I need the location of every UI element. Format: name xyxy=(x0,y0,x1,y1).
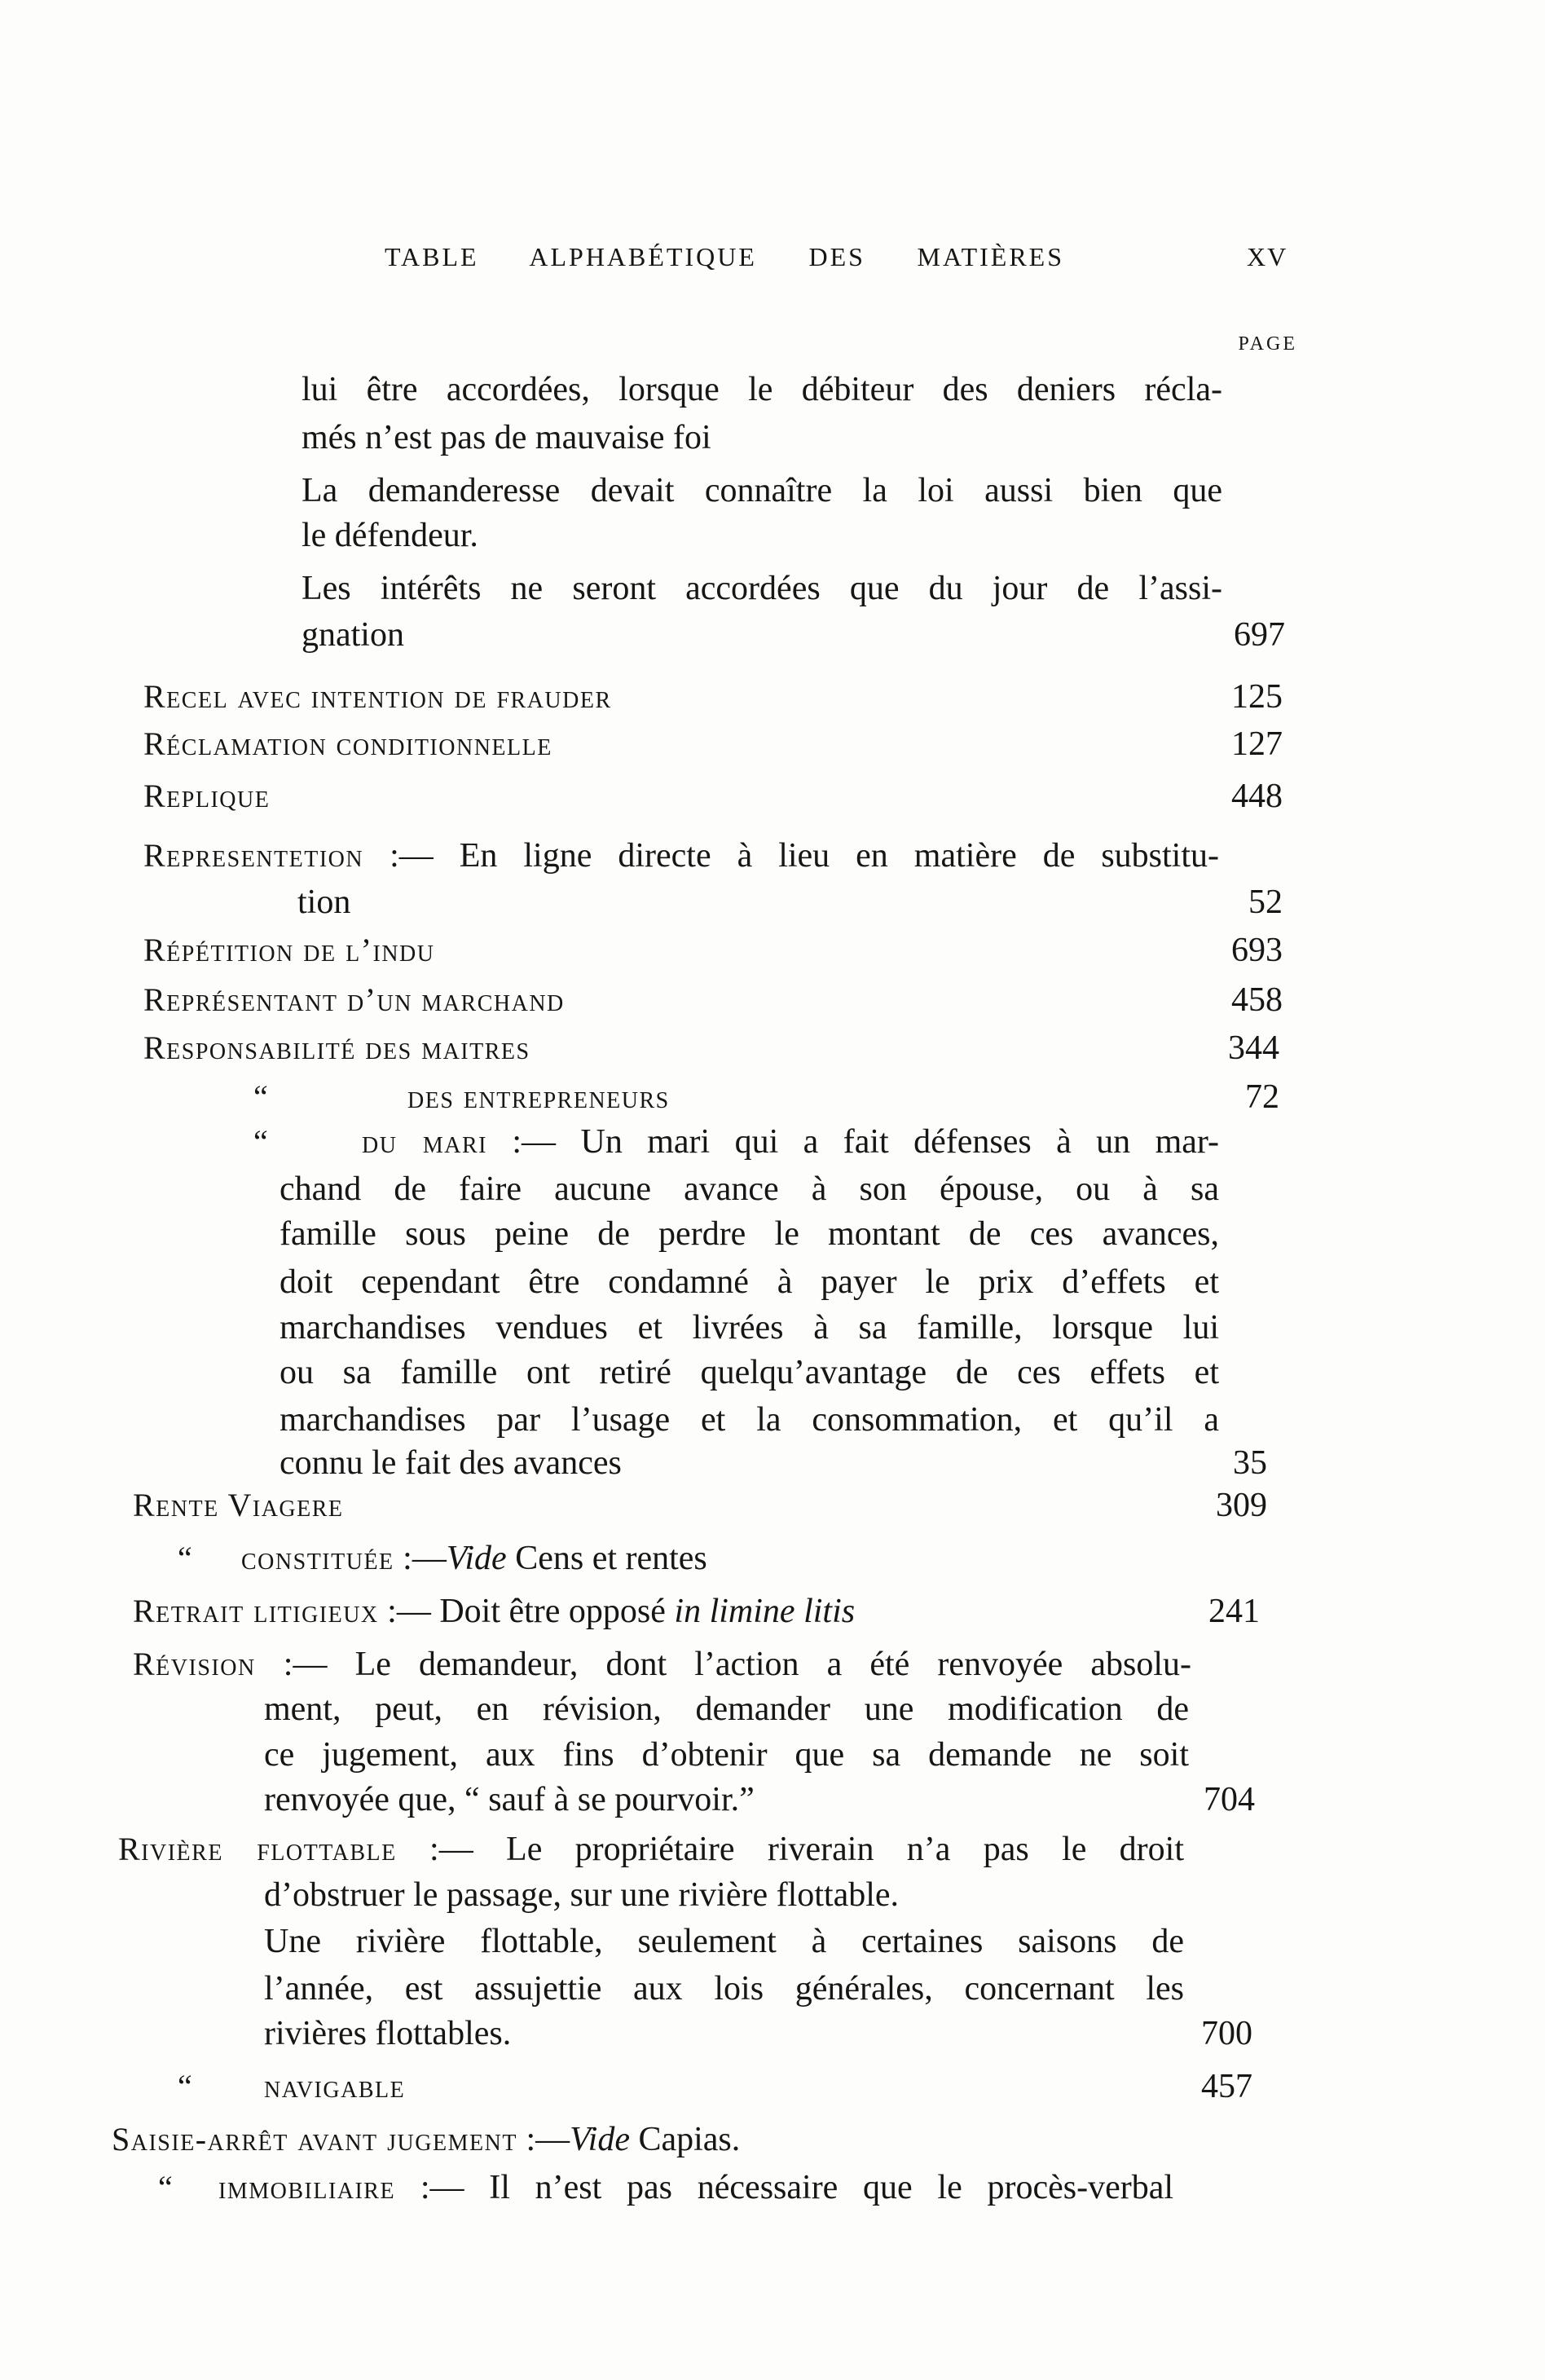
entry-separator: :— xyxy=(403,1540,447,1577)
index-entry xyxy=(133,1644,1191,1685)
entry-line: rivières flottables. xyxy=(264,2015,512,2052)
index-entry xyxy=(241,1538,707,1579)
entry-heading: navigable xyxy=(264,2068,406,2105)
entry-line: tion xyxy=(297,884,351,921)
index-entry xyxy=(143,930,435,971)
index-entry xyxy=(143,835,1219,876)
index-entry xyxy=(264,2066,405,2107)
entry-line: chand de faire aucune avance à son épouse, ou à sa xyxy=(280,1170,1219,1208)
page-number: 697 xyxy=(1234,616,1285,654)
page-number: 309 xyxy=(1216,1487,1267,1524)
index-entry xyxy=(407,1077,670,1117)
entry-line: renvoyée que, “ sauf à se pourvoir.” xyxy=(264,1781,755,1818)
entry-heading: Responsabilité des maitres xyxy=(143,1029,530,1066)
entry-heading: immobiliaire xyxy=(218,2169,396,2206)
page-number: 700 xyxy=(1201,2015,1252,2052)
entry-separator: :— xyxy=(512,1123,557,1161)
entry-heading: Recel avec intention de frauder xyxy=(143,678,612,715)
entry-separator: :— xyxy=(387,1593,431,1630)
entry-heading: Réclamation conditionnelle xyxy=(143,725,552,762)
index-entry xyxy=(112,2119,740,2160)
index-entry xyxy=(362,1122,1219,1162)
page-number: 241 xyxy=(1208,1593,1260,1630)
page-number: 127 xyxy=(1231,725,1283,763)
page-number: 704 xyxy=(1204,1781,1255,1818)
page-number: 457 xyxy=(1201,2068,1252,2105)
entry-separator: :— xyxy=(420,2169,464,2206)
page-number: 35 xyxy=(1233,1444,1267,1482)
entry-heading: Rente Viagere xyxy=(133,1487,344,1523)
page-number: 344 xyxy=(1228,1029,1279,1067)
entry-line: le défendeur. xyxy=(302,517,478,554)
entry-line: marchandises vendues et livrées à sa famille, lorsque lui xyxy=(280,1309,1219,1346)
entry-text: Il n’est pas nécessaire que le procès-verbal xyxy=(489,2169,1173,2206)
index-entry xyxy=(143,1028,530,1069)
ditto-mark: “ xyxy=(178,2068,192,2105)
index-entry xyxy=(218,2167,1173,2208)
entry-line: Une rivière flottable, seulement à certaines saisons de xyxy=(264,1923,1184,1960)
entry-line: l’année, est assujettie aux lois générales, concernant les xyxy=(264,1970,1184,2008)
entry-heading: Rivière flottable xyxy=(118,1831,397,1867)
entry-separator: :— xyxy=(429,1831,473,1868)
entry-line: d’obstruer le passage, sur une rivière flottable. xyxy=(264,1876,900,1914)
entry-heading: des entrepreneurs xyxy=(407,1078,670,1115)
vide-reference: Vide xyxy=(570,2121,630,2158)
entry-line: ce jugement, aux fins d’obtenir que sa demande ne soit xyxy=(264,1736,1189,1774)
entry-line: La demanderesse devait connaître la loi aussi bien que xyxy=(302,472,1222,509)
index-entry xyxy=(133,1591,855,1632)
index-entry xyxy=(143,776,270,817)
page-column-label: PAGE xyxy=(1238,333,1297,355)
index-entry xyxy=(118,1829,1184,1870)
page-folio: XV xyxy=(1247,242,1288,271)
ditto-mark: “ xyxy=(158,2169,173,2206)
entry-heading: Representetion xyxy=(143,837,364,874)
entry-line: gnation xyxy=(302,616,404,654)
page-number: 693 xyxy=(1231,932,1283,969)
entry-text: Un mari qui a fait défenses à un mar- xyxy=(580,1123,1219,1161)
entry-heading: Révision xyxy=(133,1646,256,1682)
entry-heading: du mari xyxy=(362,1123,487,1160)
page-number: 458 xyxy=(1231,981,1283,1019)
index-entry xyxy=(143,980,565,1020)
index-entry xyxy=(143,724,552,765)
entry-text: Doit être opposé xyxy=(439,1593,666,1630)
entry-text: En ligne directe à lieu en matière de substitu- xyxy=(459,837,1219,875)
page-number: 52 xyxy=(1248,884,1283,921)
ditto-mark: “ xyxy=(178,1540,192,1576)
entry-separator: :— xyxy=(283,1646,328,1683)
ditto-mark: “ xyxy=(253,1078,268,1115)
vide-reference: Vide xyxy=(446,1540,507,1577)
entry-line: lui être accordées, lorsque le débiteur des deniers récla- xyxy=(302,371,1222,408)
entry-text: Cens et rentes xyxy=(515,1540,707,1577)
entry-text: Capias. xyxy=(638,2121,741,2158)
index-entry xyxy=(143,677,612,717)
entry-heading: Retrait litigieux xyxy=(133,1593,379,1629)
entry-text: Le demandeur, dont l’action a été renvoyée absolu- xyxy=(354,1646,1191,1683)
entry-separator: :— xyxy=(526,2121,570,2158)
page-number: 125 xyxy=(1231,678,1283,716)
entry-line: ou sa famille ont retiré quelqu’avantage de ces effets et xyxy=(280,1354,1219,1391)
entry-line: connu le fait des avances xyxy=(280,1444,622,1482)
entry-italic-text: in limine litis xyxy=(674,1593,856,1630)
page-number: 448 xyxy=(1231,778,1283,815)
ditto-mark: “ xyxy=(253,1123,268,1160)
entry-line: famille sous peine de perdre le montant de ces avances, xyxy=(280,1215,1219,1253)
entry-heading: Répétition de l’indu xyxy=(143,932,435,968)
page-number: 72 xyxy=(1245,1078,1279,1116)
entry-line: marchandises par l’usage et la consommation, et qu’il a xyxy=(280,1401,1219,1439)
entry-line: ment, peut, en révision, demander une modification de xyxy=(264,1690,1189,1728)
entry-heading: Saisie-arrêt avant jugement xyxy=(112,2121,517,2157)
entry-line: Les intérêts ne seront accordées que du jour de l’assi- xyxy=(302,570,1222,607)
entry-line: més n’est pas de mauvaise foi xyxy=(302,419,711,456)
entry-heading: Représentant d’un marchand xyxy=(143,981,565,1018)
entry-heading: constituée xyxy=(241,1540,394,1576)
entry-separator: :— xyxy=(390,837,434,875)
index-entry xyxy=(133,1485,344,1526)
entry-text: Le propriétaire riverain n’a pas le droit xyxy=(506,1831,1184,1868)
running-title: TABLE ALPHABÉTIQUE DES MATIÈRES xyxy=(385,242,1064,271)
entry-heading: Replique xyxy=(143,778,271,814)
entry-line: doit cependant être condamné à payer le prix d’effets et xyxy=(280,1263,1219,1301)
